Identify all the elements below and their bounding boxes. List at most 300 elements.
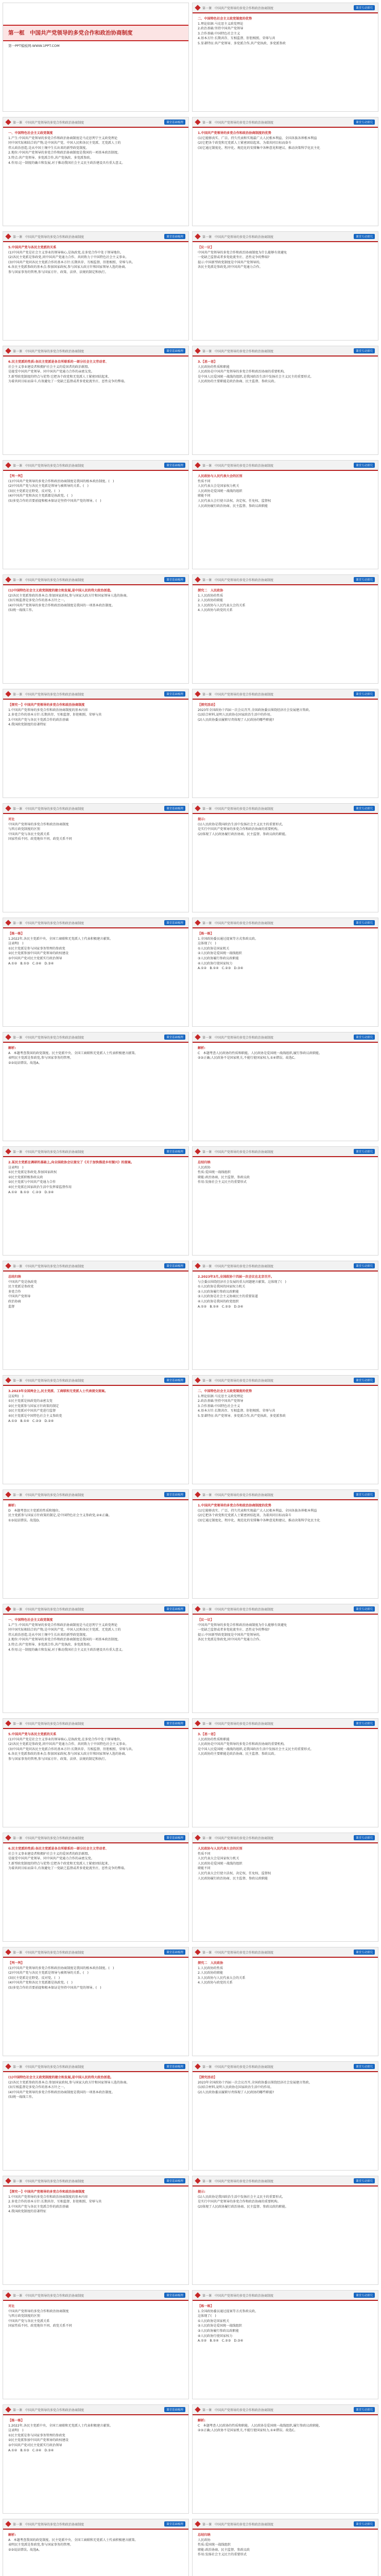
slide-text-line: ②③说法错误。故选A。 bbox=[8, 2548, 42, 2552]
slide-header bbox=[3, 1947, 188, 1958]
slide-text-line: ④民主党派是中国特色社会主义参政党 bbox=[8, 1414, 62, 1418]
slide-text-line: 5.显著特征:共产党领导、多党派合作,共产党执政、多党派参政 bbox=[198, 1414, 286, 1418]
slide-text-line: 2.政治基础:坚持中国共产党领导 bbox=[198, 27, 244, 31]
slide-text-line: (1)中国共产党领导的多党合作和政治协商制度是我国的根本政治制度。( ) bbox=[8, 479, 114, 483]
slide-body bbox=[3, 585, 188, 616]
diamond-logo-icon bbox=[5, 1492, 11, 1497]
slide-text-line: 这体现了( ) bbox=[198, 942, 216, 946]
slide-text-line: 性质:爱国统一战线组织 bbox=[198, 1171, 231, 1175]
nav-button[interactable]: 课堂互动探究 bbox=[354, 806, 375, 811]
slide-text-line: 3.2023年全国两会上,民主党派、工商联和无党派人士代表提交提案。 bbox=[8, 1389, 108, 1393]
slide-text-line: (4)中国共产党领导的多党合作和政治协商制度是我国的一项基本政治制度。 bbox=[8, 2090, 115, 2094]
slide-text-line: ①人民政协是我国的国家权力机关 bbox=[198, 1285, 246, 1289]
slide-body bbox=[193, 13, 378, 49]
slide-thumbnail[interactable] bbox=[3, 1376, 188, 1484]
slide-text-line: 2.2023年3月,全国政协十四届一次会议在北京召开。 bbox=[198, 1275, 274, 1279]
nav-button[interactable]: 课堂基础梳理 bbox=[164, 2064, 185, 2069]
section-title: 第一课 中国共产党领导的多党合作和政治协商制度 bbox=[13, 1493, 84, 1497]
slide-text-line: 1.产生:中国共产党领导的多党合作和政治协商制度是马克思列宁主义政党理论 bbox=[8, 1623, 118, 1627]
slide-text-line: 这表明( ) bbox=[8, 942, 24, 946]
slide-thumbnail[interactable] bbox=[193, 689, 378, 798]
slide-text-line: 为着共同目标而奋斗,有效避免了一党缺乏监督或者多党轮流坐庄、恶性竞争的弊端。 bbox=[8, 380, 127, 384]
slide-text-line: 这说明( ) bbox=[8, 1394, 24, 1398]
nav-button[interactable]: 课堂基础梳理 bbox=[164, 2407, 185, 2412]
nav-button[interactable]: 课堂互动探究 bbox=[354, 577, 375, 582]
nav-button[interactable]: 课堂互动探究 bbox=[354, 120, 375, 125]
slide-text-line: (1)人民政协是我国政治生活中发扬社会主义民主的重要形式, bbox=[198, 822, 283, 826]
slide-thumbnail[interactable] bbox=[3, 2519, 188, 2576]
slide-header bbox=[193, 2519, 378, 2530]
nav-button[interactable]: 课堂基础梳理 bbox=[164, 920, 185, 925]
slide-text-line: ③民主党派对中国共产党进行监督 bbox=[8, 1409, 56, 1413]
diamond-logo-icon bbox=[5, 1606, 11, 1612]
slide-text-line: 性质不同 bbox=[198, 1852, 211, 1856]
nav-button[interactable]: 课堂基础梳理 bbox=[164, 1950, 185, 1955]
slide-text-line: 2023年全国政协十四届一次会议召开,全国政协委员围绕经济社会发展建言资政。 bbox=[198, 2080, 312, 2084]
slide-thumbnail[interactable] bbox=[3, 117, 188, 226]
slide-header bbox=[193, 1147, 378, 1157]
slide-text-line: A.①② B.①③ C.②④ D.③④ bbox=[8, 2448, 54, 2452]
slide-text-line: 2.地位:中国共产党领导的多党合作和政治协商制度是我国的一项基本政治制度。 bbox=[8, 1638, 121, 1642]
slide-thumbnail[interactable] bbox=[3, 461, 188, 569]
diamond-logo-icon bbox=[195, 233, 200, 239]
slide-thumbnail[interactable] bbox=[193, 1719, 378, 1827]
slide-text-line: 人民政协的主要职能是政治协商、民主监督、参政议政。 bbox=[198, 1752, 278, 1756]
nav-button[interactable]: 课堂互动探究 bbox=[354, 2407, 375, 2412]
slide-text-line: ①人民政协是国家机关 bbox=[198, 2319, 230, 2323]
slide-text-line: (5)统一战线工作。 bbox=[8, 2095, 36, 2099]
diamond-logo-icon bbox=[5, 920, 11, 925]
slide-text-line: ④人民政协行使国家权力 bbox=[198, 961, 233, 965]
slide-body bbox=[193, 1729, 378, 1760]
section-title: 第一课 中国共产党领导的多党合作和政治协商制度 bbox=[202, 2294, 274, 2298]
nav-button[interactable]: 课堂基础梳理 bbox=[164, 2521, 185, 2527]
diamond-logo-icon bbox=[5, 1835, 11, 1840]
slide-body bbox=[3, 242, 188, 278]
slide-text-line: 人民政协履行政治协商、民主监督、参政议政职能 bbox=[198, 504, 268, 508]
diamond-logo-icon bbox=[195, 1377, 200, 1383]
slide-text-line: 3.特点:共产党领导、多党派合作,共产党执政、多党派参政。 bbox=[8, 156, 93, 160]
slide-text-line: (3)它通过制度化、程序化、规范化的安排集中各种意见和建议、推动决策科学化民主化 bbox=[198, 1518, 320, 1522]
slide-thumbnail[interactable] bbox=[193, 2519, 378, 2576]
slide-text-line: (3)它通过制度化、程序化、规范化的安排集中各种意见和建议、推动决策科学化民主化 bbox=[198, 146, 320, 150]
slide-text-line: 1.2022年,各民主党派中央、全国工商联和无党派人士代表积极建言献策。 bbox=[8, 2424, 113, 2428]
nav-button[interactable]: 课堂基础梳理 bbox=[164, 2293, 185, 2298]
slide-body bbox=[193, 357, 378, 387]
nav-button[interactable]: 课堂基础梳理 bbox=[164, 1606, 185, 1612]
slide-body bbox=[3, 2187, 188, 2217]
cover-slide[interactable] bbox=[3, 3, 188, 111]
slide-text-line: 总结归纳 bbox=[198, 1161, 211, 1164]
slide-text-line: ③人民政协是社会主义协商民主的重要渠道 bbox=[198, 1295, 258, 1299]
slide-text-line: (4)中国共产党和各民主党派都是执政党。( ) bbox=[8, 1981, 73, 1985]
slide-thumbnail[interactable] bbox=[193, 2291, 378, 2399]
nav-button[interactable]: 课堂基础梳理 bbox=[164, 1721, 185, 1726]
slide-text-line: 一、中国特色社会主义政党制度 bbox=[8, 131, 53, 135]
slide-thumbnail[interactable] bbox=[3, 1719, 188, 1827]
slide-text-line: 人民政协 bbox=[198, 2538, 211, 2542]
slide-thumbnail[interactable] bbox=[3, 1604, 188, 1713]
diamond-logo-icon bbox=[195, 1835, 200, 1840]
slide-thumbnail[interactable] bbox=[3, 1833, 188, 1941]
slide-text-line: 社会主义事业建设者和拥护社会主义的爱国者的政治联盟, bbox=[8, 1852, 89, 1856]
diamond-logo-icon bbox=[5, 2406, 11, 2412]
slide-thumbnail[interactable] bbox=[193, 804, 378, 912]
slide-text-line: 多党合作 bbox=[8, 1290, 21, 1294]
slide-thumbnail[interactable] bbox=[3, 689, 188, 798]
slide-text-line: 【议一议】 bbox=[198, 1618, 214, 1622]
slide-text-line: 7.新型政党制度的特点与优势:它把各个政党和无党派人士紧密团结起来、 bbox=[8, 1861, 111, 1866]
section-title: 第一课 中国共产党领导的多党合作和政治协商制度 bbox=[202, 692, 274, 697]
nav-button[interactable]: 课堂基础梳理 bbox=[164, 577, 185, 582]
slide-thumbnail[interactable] bbox=[3, 2291, 188, 2399]
nav-button[interactable]: 课堂互动探究 bbox=[354, 2521, 375, 2527]
slide-text-line: 各民主党派是参政党,同中国共产党通力合作。 bbox=[198, 1638, 263, 1642]
slide-text-line: ③中国共产党对民主党派实行政治领导 bbox=[8, 2444, 62, 2448]
slide-header bbox=[193, 2062, 378, 2072]
section-title: 第一课 中国共产党领导的多党合作和政治协商制度 bbox=[202, 1150, 274, 1154]
slide-thumbnail[interactable] bbox=[3, 346, 188, 454]
slide-body bbox=[3, 1729, 188, 1765]
diamond-logo-icon bbox=[5, 1148, 11, 1154]
slide-text-line: ②③正确;人民政协不是国家机关,不能行使国家权力,①④错误。故选C。 bbox=[198, 2429, 298, 2433]
nav-button[interactable]: 课堂互动探究 bbox=[354, 348, 375, 353]
slide-text-line: 人民政协是爱国统一战线的组织 bbox=[198, 1861, 243, 1866]
slide-text-line: A.①③ B.①④ C.②③ D.②④ bbox=[8, 1419, 54, 1423]
slide-body bbox=[193, 1386, 378, 1422]
diamond-logo-icon bbox=[195, 119, 200, 125]
slide-thumbnail[interactable] bbox=[193, 346, 378, 454]
slide-text-line: A 本题考查我国的政党制度。民主党派中央、全国工商联和无党派人士代表积极建言献策, bbox=[8, 2538, 136, 2542]
nav-button[interactable]: 课堂互动探究 bbox=[354, 1149, 375, 1154]
slide-text-line: 人民政协与人民代表大会的区别 bbox=[198, 1847, 243, 1851]
slide-text-line: ②民主党派参与国家方针政策的制定 bbox=[8, 1404, 59, 1408]
slide-text-line: 人民代表大会行使立法权、决定权、任免权、监督权 bbox=[198, 499, 271, 503]
slide-text-line: (2)人民政协委员履职尽责体现了人民政协的哪些职能? bbox=[198, 2090, 274, 2094]
slide-text-line: 中国共产党领导的多党合作和政治协商制度为什么能够有效避免 bbox=[198, 1623, 287, 1627]
slide-thumbnail[interactable] bbox=[193, 1947, 378, 2056]
slide-text-line: 解析: bbox=[8, 2533, 16, 2537]
slide-text-line: 中国共产党与各民主党派关系 bbox=[8, 2319, 50, 2323]
slide-thumbnail[interactable] bbox=[193, 575, 378, 683]
slide-thumbnail[interactable] bbox=[193, 461, 378, 569]
section-title: 第一课 中国共产党领导的多党合作和政治协商制度 bbox=[202, 1836, 274, 1840]
diamond-logo-icon bbox=[5, 119, 11, 125]
slide-body bbox=[3, 2072, 188, 2103]
slide-thumbnail[interactable] bbox=[193, 2176, 378, 2284]
diamond-logo-icon bbox=[5, 233, 11, 239]
slide-text-line: 人民政协的性质和职能 bbox=[198, 1737, 230, 1741]
slide-thumbnail[interactable] bbox=[193, 1261, 378, 1369]
slide-thumbnail[interactable] bbox=[3, 1147, 188, 1255]
slide-text-line: 1.中国共产党领导的多党合作和政治协商制度的基本内容 bbox=[8, 708, 88, 712]
slide-text-line: 伟大政治创造,是从中国土壤中生长出来的新型政党制度。 bbox=[8, 1633, 89, 1637]
slide-text-line: 这表明( ) bbox=[8, 1165, 24, 1170]
slide-text-line: 2023年全国政协十四届一次会议召开,全国政协委员围绕经济社会发展建言资政。 bbox=[198, 708, 312, 712]
slide-body bbox=[193, 1958, 378, 1989]
slide-body bbox=[3, 1958, 188, 1994]
slide-text-line: 【探究活动】 bbox=[198, 2076, 217, 2079]
slide-text-line: 2.政治基础:坚持中国共产党领导 bbox=[198, 1399, 244, 1403]
slide-text-line: 2.某民主党派在调研的基础上,向全国政协会议提交了《关于加快推进乡村振兴》的提案。 bbox=[8, 1161, 134, 1164]
slide-header bbox=[3, 1490, 188, 1500]
slide-text-line: (2)各民主党派参政的基本点:参加国家政权,参与国家大政方针和国家领导人选的协商。 bbox=[8, 2080, 130, 2084]
slide-text-line: 1.人民政协的性质 bbox=[198, 1966, 223, 1970]
slide-text-line: 对比 bbox=[8, 2304, 15, 2308]
diamond-logo-icon bbox=[5, 577, 11, 582]
nav-button[interactable]: 课堂基础梳理 bbox=[164, 1263, 185, 1268]
slide-text-line: (2)体现了人民政协履行政治协商、民主监督、参政议政的职能。 bbox=[198, 2205, 288, 2209]
slide-text-line: ②人民政协履行参政议政职能 bbox=[198, 1290, 239, 1294]
slide-text-line: ②民主党派参加中国共产党领导的政权建设 bbox=[8, 2438, 68, 2443]
section-title: 第一课 中国共产党领导的多党合作和政治协商制度 bbox=[202, 2522, 274, 2527]
slide-text-line: ②人民政协是爱国统一战线组织 bbox=[198, 952, 242, 956]
nav-button[interactable]: 课堂互动探究 bbox=[354, 1950, 375, 1955]
slide-text-line: ②民主党派积极参政议政 bbox=[8, 1175, 43, 1179]
slide-thumbnail[interactable] bbox=[193, 1490, 378, 1598]
slide-body bbox=[193, 814, 378, 840]
section-title: 第一课 中国共产党领导的多党合作和政治协商制度 bbox=[202, 1264, 274, 1268]
section-title: 第一课 中国共产党领导的多党合作和政治协商制度 bbox=[13, 1264, 84, 1268]
slide-header bbox=[193, 1719, 378, 1729]
diamond-logo-icon bbox=[195, 805, 200, 811]
slide-text-line: 各民主党派是参政党,同中国共产党通力合作。 bbox=[198, 265, 263, 269]
slide-text-line: 中国共产党领导的多党合作和政治协商制度为什么能够有效避免 bbox=[198, 250, 287, 255]
nav-button[interactable]: 课堂基础梳理 bbox=[164, 1149, 185, 1154]
slide-header bbox=[193, 1261, 378, 1272]
slide-text-line: 4.我国政党制度的显著特征 bbox=[8, 2210, 46, 2214]
slide-text-line: (1)它能够真实、广泛、持久代表和实现最广大人民根本利益、全国各族各界根本利益 bbox=[198, 1509, 317, 1513]
nav-button[interactable]: 课堂基础梳理 bbox=[164, 2178, 185, 2183]
slide-text-line: 人民政协履行政治协商、民主监督、参政议政职能 bbox=[198, 1876, 268, 1880]
slide-text-line: 2.多党合作的基本方针:长期共存、互相监督、肝胆相照、荣辱与共 bbox=[8, 713, 102, 717]
slide-body bbox=[3, 928, 188, 969]
slide-header bbox=[193, 3, 378, 13]
nav-button[interactable]: 课堂互动探究 bbox=[354, 5, 375, 10]
diamond-logo-icon bbox=[195, 1492, 200, 1497]
slide-thumbnail[interactable] bbox=[3, 918, 188, 1026]
slide-thumbnail[interactable] bbox=[193, 918, 378, 1026]
slide-header bbox=[3, 1604, 188, 1615]
diamond-logo-icon bbox=[5, 1263, 11, 1268]
slide-text-line: (3)中国共产党同各民主党派合作的基本方针:长期共存、互相监督、肝胆相照、荣辱与共。 bbox=[8, 260, 135, 264]
slide-thumbnail[interactable] bbox=[3, 1947, 188, 2056]
slide-text-line: ③中国共产党对民主党派实行政治领导 bbox=[8, 957, 62, 961]
slide-thumbnail[interactable] bbox=[3, 2405, 188, 2513]
nav-button[interactable]: 课堂基础梳理 bbox=[164, 1378, 185, 1383]
slide-text-line: C 本题考查人民政协的性质和职能。人民政协是爱国统一战线组织,履行参政议政职能, bbox=[198, 1051, 320, 1055]
slide-text-line: 为着共同目标而奋斗,有效避免了一党缺乏监督或者多党轮流坐庄、恶性竞争的弊端。 bbox=[8, 1867, 127, 1871]
nav-button[interactable]: 课堂互动探究 bbox=[354, 463, 375, 468]
slide-text-line: 中国共产党领导 bbox=[8, 1295, 31, 1299]
slide-text-line: ①民主党派是执政党的亲密友党 bbox=[8, 1399, 53, 1403]
nav-button[interactable]: 课堂互动探究 bbox=[354, 2293, 375, 2298]
slide-text-line: 4.作用:这一制度的确立和发展,对于推动我国社会主义民主政治建设具有重大意义。 bbox=[8, 161, 125, 165]
section-title: 第一课 中国共产党领导的多党合作和政治协商制度 bbox=[202, 921, 274, 925]
slide-text-line: (5)多党合作的首要前提和根本保证是坚持中国共产党的领导。( ) bbox=[8, 1986, 101, 1990]
slide-header bbox=[3, 575, 188, 585]
slide-text-line: 提示:中国新型政党制度是中国共产党领导的, bbox=[198, 260, 261, 264]
slide-header bbox=[3, 2519, 188, 2530]
diamond-logo-icon bbox=[5, 2521, 11, 2527]
slide-text-line: 性质不同 bbox=[198, 479, 211, 483]
nav-button[interactable]: 课堂互动探究 bbox=[354, 1835, 375, 1840]
nav-button[interactable]: 课堂互动探究 bbox=[354, 1492, 375, 1497]
diamond-logo-icon bbox=[5, 1720, 11, 1726]
slide-header bbox=[193, 575, 378, 585]
slide-body bbox=[3, 128, 188, 168]
slide-text-line: (1)结合材料,说明人民政协在国家政治生活中的作用。 bbox=[198, 713, 273, 717]
slide-header bbox=[3, 2291, 188, 2301]
nav-button[interactable]: 课堂基础梳理 bbox=[164, 348, 185, 353]
section-title: 第一课 中国共产党领导的多党合作和政治协商制度 bbox=[202, 464, 274, 468]
slide-header bbox=[193, 117, 378, 128]
nav-button[interactable]: 课堂基础梳理 bbox=[164, 806, 185, 811]
slide-text-line: 【探究活动】 bbox=[198, 703, 217, 707]
slide-text-line: 【判一判】 bbox=[8, 474, 24, 478]
slide-body bbox=[193, 700, 378, 725]
slide-text-line: A.①② B.①④ C.②③ D.③④ bbox=[198, 1304, 244, 1309]
slide-text-line: (3)民主党派是在野党、反对党。( ) bbox=[8, 1976, 60, 1980]
slide-text-line: 人民代表大会是国家权力机关 bbox=[198, 1857, 239, 1861]
nav-button[interactable]: 课堂基础梳理 bbox=[164, 1035, 185, 1040]
slide-thumbnail[interactable] bbox=[193, 2062, 378, 2170]
section-title: 第一课 中国共产党领导的多党合作和政治协商制度 bbox=[202, 1607, 274, 1612]
slide-thumbnail[interactable] bbox=[3, 232, 188, 340]
slide-text-line: 人民政协是中国共产党领导的多党合作和政治协商的重要机构, bbox=[198, 370, 285, 374]
slide-text-line: 6.民主党派的性质:各民主党派是各自所联系的一部分社会主义劳动者、 bbox=[8, 360, 109, 364]
slide-thumbnail[interactable] bbox=[193, 1147, 378, 1255]
nav-button[interactable]: 课堂基础梳理 bbox=[164, 1835, 185, 1840]
section-title: 第一课 中国共产党领导的多党合作和政治协商制度 bbox=[13, 807, 84, 811]
slide-text-line: 7.新型政党制度的特点与优势:它把各个政党和无党派人士紧密团结起来、 bbox=[8, 375, 111, 379]
slide-text-line: 表明民主党派是参政党,参与国家事务的管理。 bbox=[8, 1056, 73, 1060]
slide-header bbox=[193, 804, 378, 814]
nav-button[interactable]: 课堂基础梳理 bbox=[164, 463, 185, 468]
nav-button[interactable]: 课堂基础梳理 bbox=[164, 120, 185, 125]
slide-text-line: A.①② B.①④ C.②③ D.③④ bbox=[198, 967, 244, 971]
slide-text-line: 1.理论依据:马克思主义政党理论 bbox=[198, 1394, 244, 1398]
slide-header bbox=[193, 1376, 378, 1386]
slide-text-line: 4.基本方针:长期共存、互相监督、肝胆相照、荣辱与共 bbox=[198, 37, 275, 41]
slide-text-line: (4)中国共产党和各民主党派都是执政党。( ) bbox=[8, 494, 73, 498]
slide-text-line: 3.特点:共产党领导、多党派合作,共产党执政、多党派参政。 bbox=[8, 1643, 93, 1647]
slide-text-line: (2)中国共产党与各民主党派是领导与被领导的关系。( ) bbox=[8, 484, 89, 488]
slide-text-line: 表明民主党派是参政党,参与国家事务的管理。 bbox=[8, 2543, 73, 2547]
nav-button[interactable]: 课堂互动探究 bbox=[354, 691, 375, 697]
slide-text-line: (3)中国共产党同各民主党派合作的基本方针:长期共存、互相监督、肝胆相照、荣辱与共。 bbox=[8, 1747, 135, 1751]
diamond-logo-icon bbox=[195, 2292, 200, 2298]
slide-text-line: 3.中国共产党与各民主党派合作的政治基础 bbox=[8, 718, 69, 722]
slide-body bbox=[193, 2301, 378, 2347]
section-title: 第一课 中国共产党领导的多党合作和政治协商制度 bbox=[13, 1722, 84, 1726]
slide-header bbox=[3, 1376, 188, 1386]
slide-text-line: A.①② B.①③ C.②④ D.③④ bbox=[8, 961, 54, 965]
slide-thumbnail[interactable] bbox=[193, 1833, 378, 1941]
slide-body bbox=[193, 242, 378, 273]
section-title: 第一课 中国共产党领导的多党合作和政治协商制度 bbox=[13, 1836, 84, 1840]
slide-body bbox=[193, 928, 378, 974]
slide-thumbnail[interactable] bbox=[193, 117, 378, 226]
nav-button[interactable]: 课堂基础梳理 bbox=[164, 234, 185, 239]
section-title: 第一课 中国共产党领导的多党合作和政治协商制度 bbox=[13, 2408, 84, 2412]
slide-header bbox=[193, 1490, 378, 1500]
nav-button[interactable]: 课堂互动探究 bbox=[354, 1035, 375, 1040]
section-title: 第一课 中国共产党领导的多党合作和政治协商制度 bbox=[202, 1036, 274, 1040]
slide-body bbox=[3, 471, 188, 507]
slide-text-line: (2)体现了人民政协履行政治协商、民主监督、参政议政的职能。 bbox=[198, 832, 288, 836]
slide-thumbnail[interactable] bbox=[193, 3, 378, 111]
nav-button[interactable]: 课堂互动探究 bbox=[354, 920, 375, 925]
slide-body bbox=[3, 357, 188, 387]
slide-header bbox=[3, 346, 188, 357]
slide-thumbnail[interactable] bbox=[3, 1032, 188, 1141]
slide-text-line: 4.我国政党制度的显著特征 bbox=[8, 723, 46, 727]
slide-thumbnail[interactable] bbox=[193, 1376, 378, 1484]
slide-header bbox=[3, 2062, 188, 2072]
slide-thumbnail[interactable] bbox=[3, 2176, 188, 2284]
slide-body bbox=[193, 2415, 378, 2436]
nav-button[interactable]: 课堂互动探究 bbox=[354, 1721, 375, 1726]
slide-thumbnail[interactable] bbox=[193, 232, 378, 340]
slide-thumbnail[interactable] bbox=[3, 1490, 188, 1598]
slide-text-line: 社会主义事业建设者和拥护社会主义的爱国者的政治联盟, bbox=[8, 365, 89, 369]
slide-thumbnail[interactable] bbox=[193, 1604, 378, 1713]
slide-text-line: 解析: bbox=[8, 1504, 16, 1507]
slide-text-line: 【练一练】 bbox=[198, 2304, 214, 2308]
slide-text-line: 人民代表大会行使立法权、决定权、任免权、监督权 bbox=[198, 1872, 271, 1876]
slide-thumbnail[interactable] bbox=[3, 1261, 188, 1369]
slide-text-line: 同中国实际相结合的产物,是中国共产党、中国人民和各民主党派、无党派人士的 bbox=[8, 141, 121, 145]
section-title: 第一课 中国共产党领导的多党合作和政治协商制度 bbox=[202, 1379, 274, 1383]
slide-header bbox=[3, 2176, 188, 2187]
diamond-logo-icon bbox=[195, 691, 200, 697]
nav-button[interactable]: 课堂互动探究 bbox=[354, 1263, 375, 1268]
slide-header bbox=[193, 1604, 378, 1615]
slide-header bbox=[3, 1032, 188, 1043]
slide-header bbox=[193, 346, 378, 357]
slide-thumbnail[interactable] bbox=[193, 1032, 378, 1141]
slide-text-line: ①人民政协是国家机关 bbox=[198, 946, 230, 951]
slide-text-line: (1)中国共产党是社会主义事业的领导核心,是执政党,在多党合作中处于领导地位。 bbox=[8, 1737, 124, 1741]
slide-text-line: 3.中国共产党与各民主党派合作的政治基础 bbox=[8, 2205, 69, 2209]
slide-text-line: (5)统一战线工作。 bbox=[8, 608, 36, 613]
nav-button[interactable]: 课堂互动探究 bbox=[354, 1378, 375, 1383]
diamond-logo-icon bbox=[195, 5, 200, 10]
slide-thumbnail[interactable] bbox=[193, 2405, 378, 2513]
diamond-logo-icon bbox=[5, 805, 11, 811]
slide-text-line: 中国共产党领导的多党合作和政治协商制度 bbox=[8, 2309, 69, 2313]
slide-thumbnail[interactable] bbox=[3, 575, 188, 683]
nav-button[interactable]: 课堂互动探究 bbox=[354, 234, 375, 239]
nav-button[interactable]: 课堂互动探究 bbox=[354, 1606, 375, 1612]
slide-text-line: 是实行中国共产党领导的多党合作和政治协商的重要机构。 bbox=[198, 827, 281, 832]
section-title: 第一课 中国共产党领导的多党合作和政治协商制度 bbox=[202, 578, 274, 582]
slide-body bbox=[193, 1500, 378, 1526]
nav-button[interactable]: 课堂基础梳理 bbox=[164, 1492, 185, 1497]
slide-header bbox=[193, 2405, 378, 2415]
slide-text-line: ④人民政协行使国家权力 bbox=[198, 2334, 233, 2338]
nav-button[interactable]: 课堂互动探究 bbox=[354, 2178, 375, 2183]
nav-button[interactable]: 课堂基础梳理 bbox=[164, 691, 185, 697]
nav-button[interactable]: 课堂互动探究 bbox=[354, 2064, 375, 2069]
slide-header bbox=[3, 1147, 188, 1157]
slide-text-line: 1.中国共产党领导的多党合作和政治协商制度的基本内容 bbox=[8, 2195, 88, 2199]
slide-thumbnail[interactable] bbox=[3, 804, 188, 912]
slide-text-line: 与西方政党制度的区别 bbox=[8, 827, 40, 832]
slide-text-line: (2)各民主党派是参政党,同中国共产党通力合作、共同致力于中国特色社会主义事业。 bbox=[8, 1742, 129, 1747]
slide-thumbnail[interactable] bbox=[3, 2062, 188, 2170]
